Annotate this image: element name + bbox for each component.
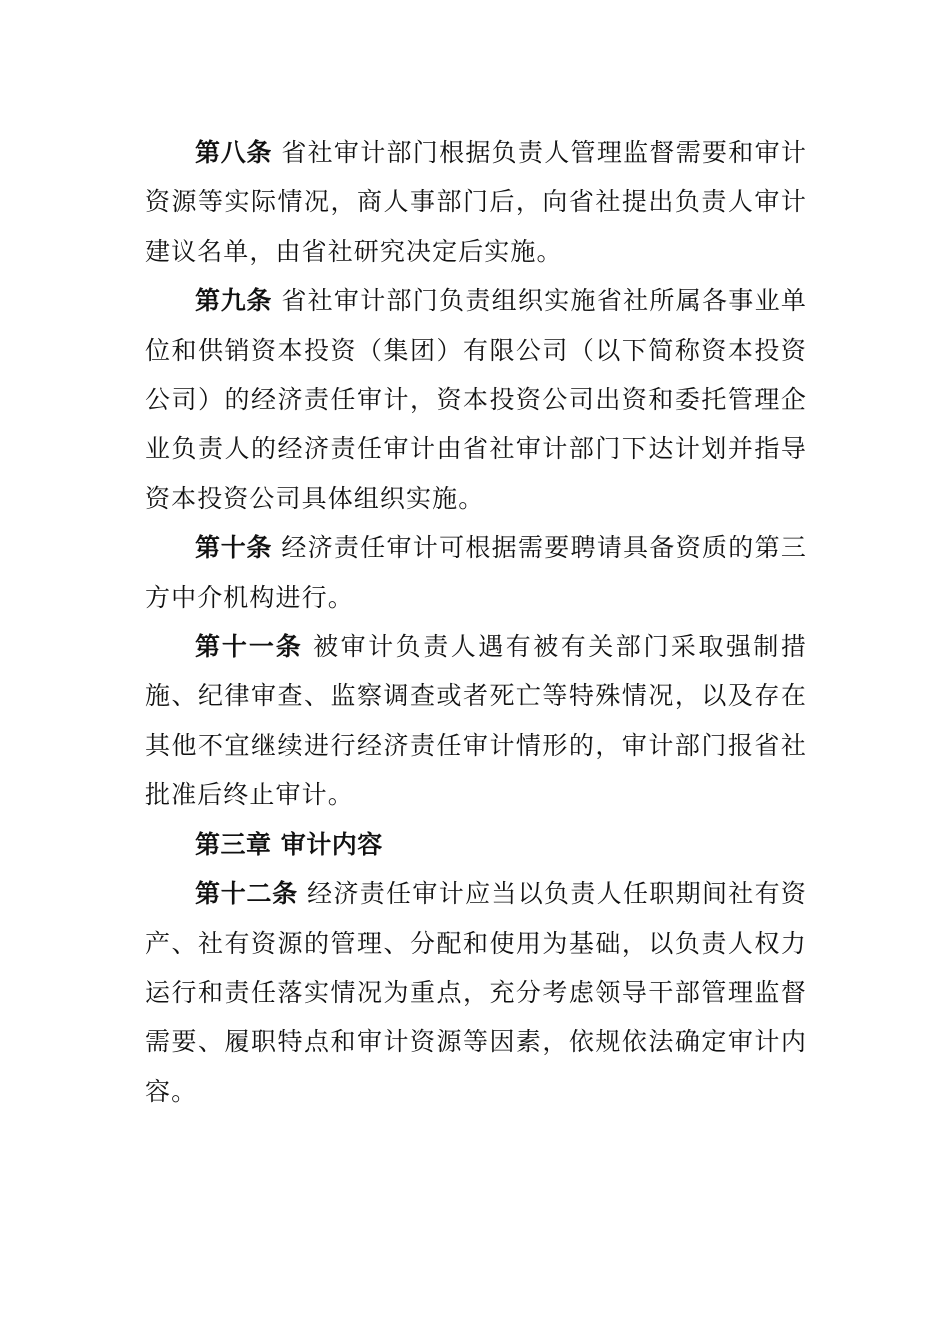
article-9	[145, 276, 807, 523]
article-number: 第十二条	[195, 879, 298, 909]
document-body	[145, 128, 807, 1116]
article-number: 第九条	[195, 286, 273, 316]
article-number: 第十一条	[195, 632, 303, 662]
article-text: 省社审计部门负责组织实施省社所属各事业单位和供销资本投资（集团）有限公司（以下简称资本投资公司）的经济责任审计，资本投资公司出资和委托管理企业负责人的经济责任审计由省社审计部门下达计划并指导资本投资公司具体组织实施。	[145, 286, 807, 513]
article-number: 第十条	[195, 533, 273, 563]
article-number: 第八条	[195, 138, 273, 167]
article-text: 经济责任审计应当以负责人任职期间社有资产、社有资源的管理、分配和使用为基础，以负责人权力运行和责任落实情况为重点，充分考虑领导干部管理监督需要、履职特点和审计资源等因素，依规依法确定审计内容。	[145, 879, 807, 1106]
chapter-heading: 第三章 审计内容	[195, 829, 383, 859]
article-10	[145, 523, 807, 622]
article-text: 被审计负责人遇有被有关部门采取强制措施、纪律审查、监察调查或者死亡等特殊情况，以及存在其他不宜继续进行经济责任审计情形的，审计部门报省社批准后终止审计。	[145, 632, 807, 810]
article-12	[145, 869, 807, 1116]
article-text: 经济责任审计可根据需要聘请具备资质的第三方中介机构进行。	[145, 533, 807, 612]
article-11	[145, 622, 807, 820]
article-text: 省社审计部门根据负责人管理监督需要和审计资源等实际情况，商人事部门后，向省社提出负责人审计建议名单，由省社研究决定后实施。	[145, 138, 807, 266]
article-8	[145, 128, 807, 276]
